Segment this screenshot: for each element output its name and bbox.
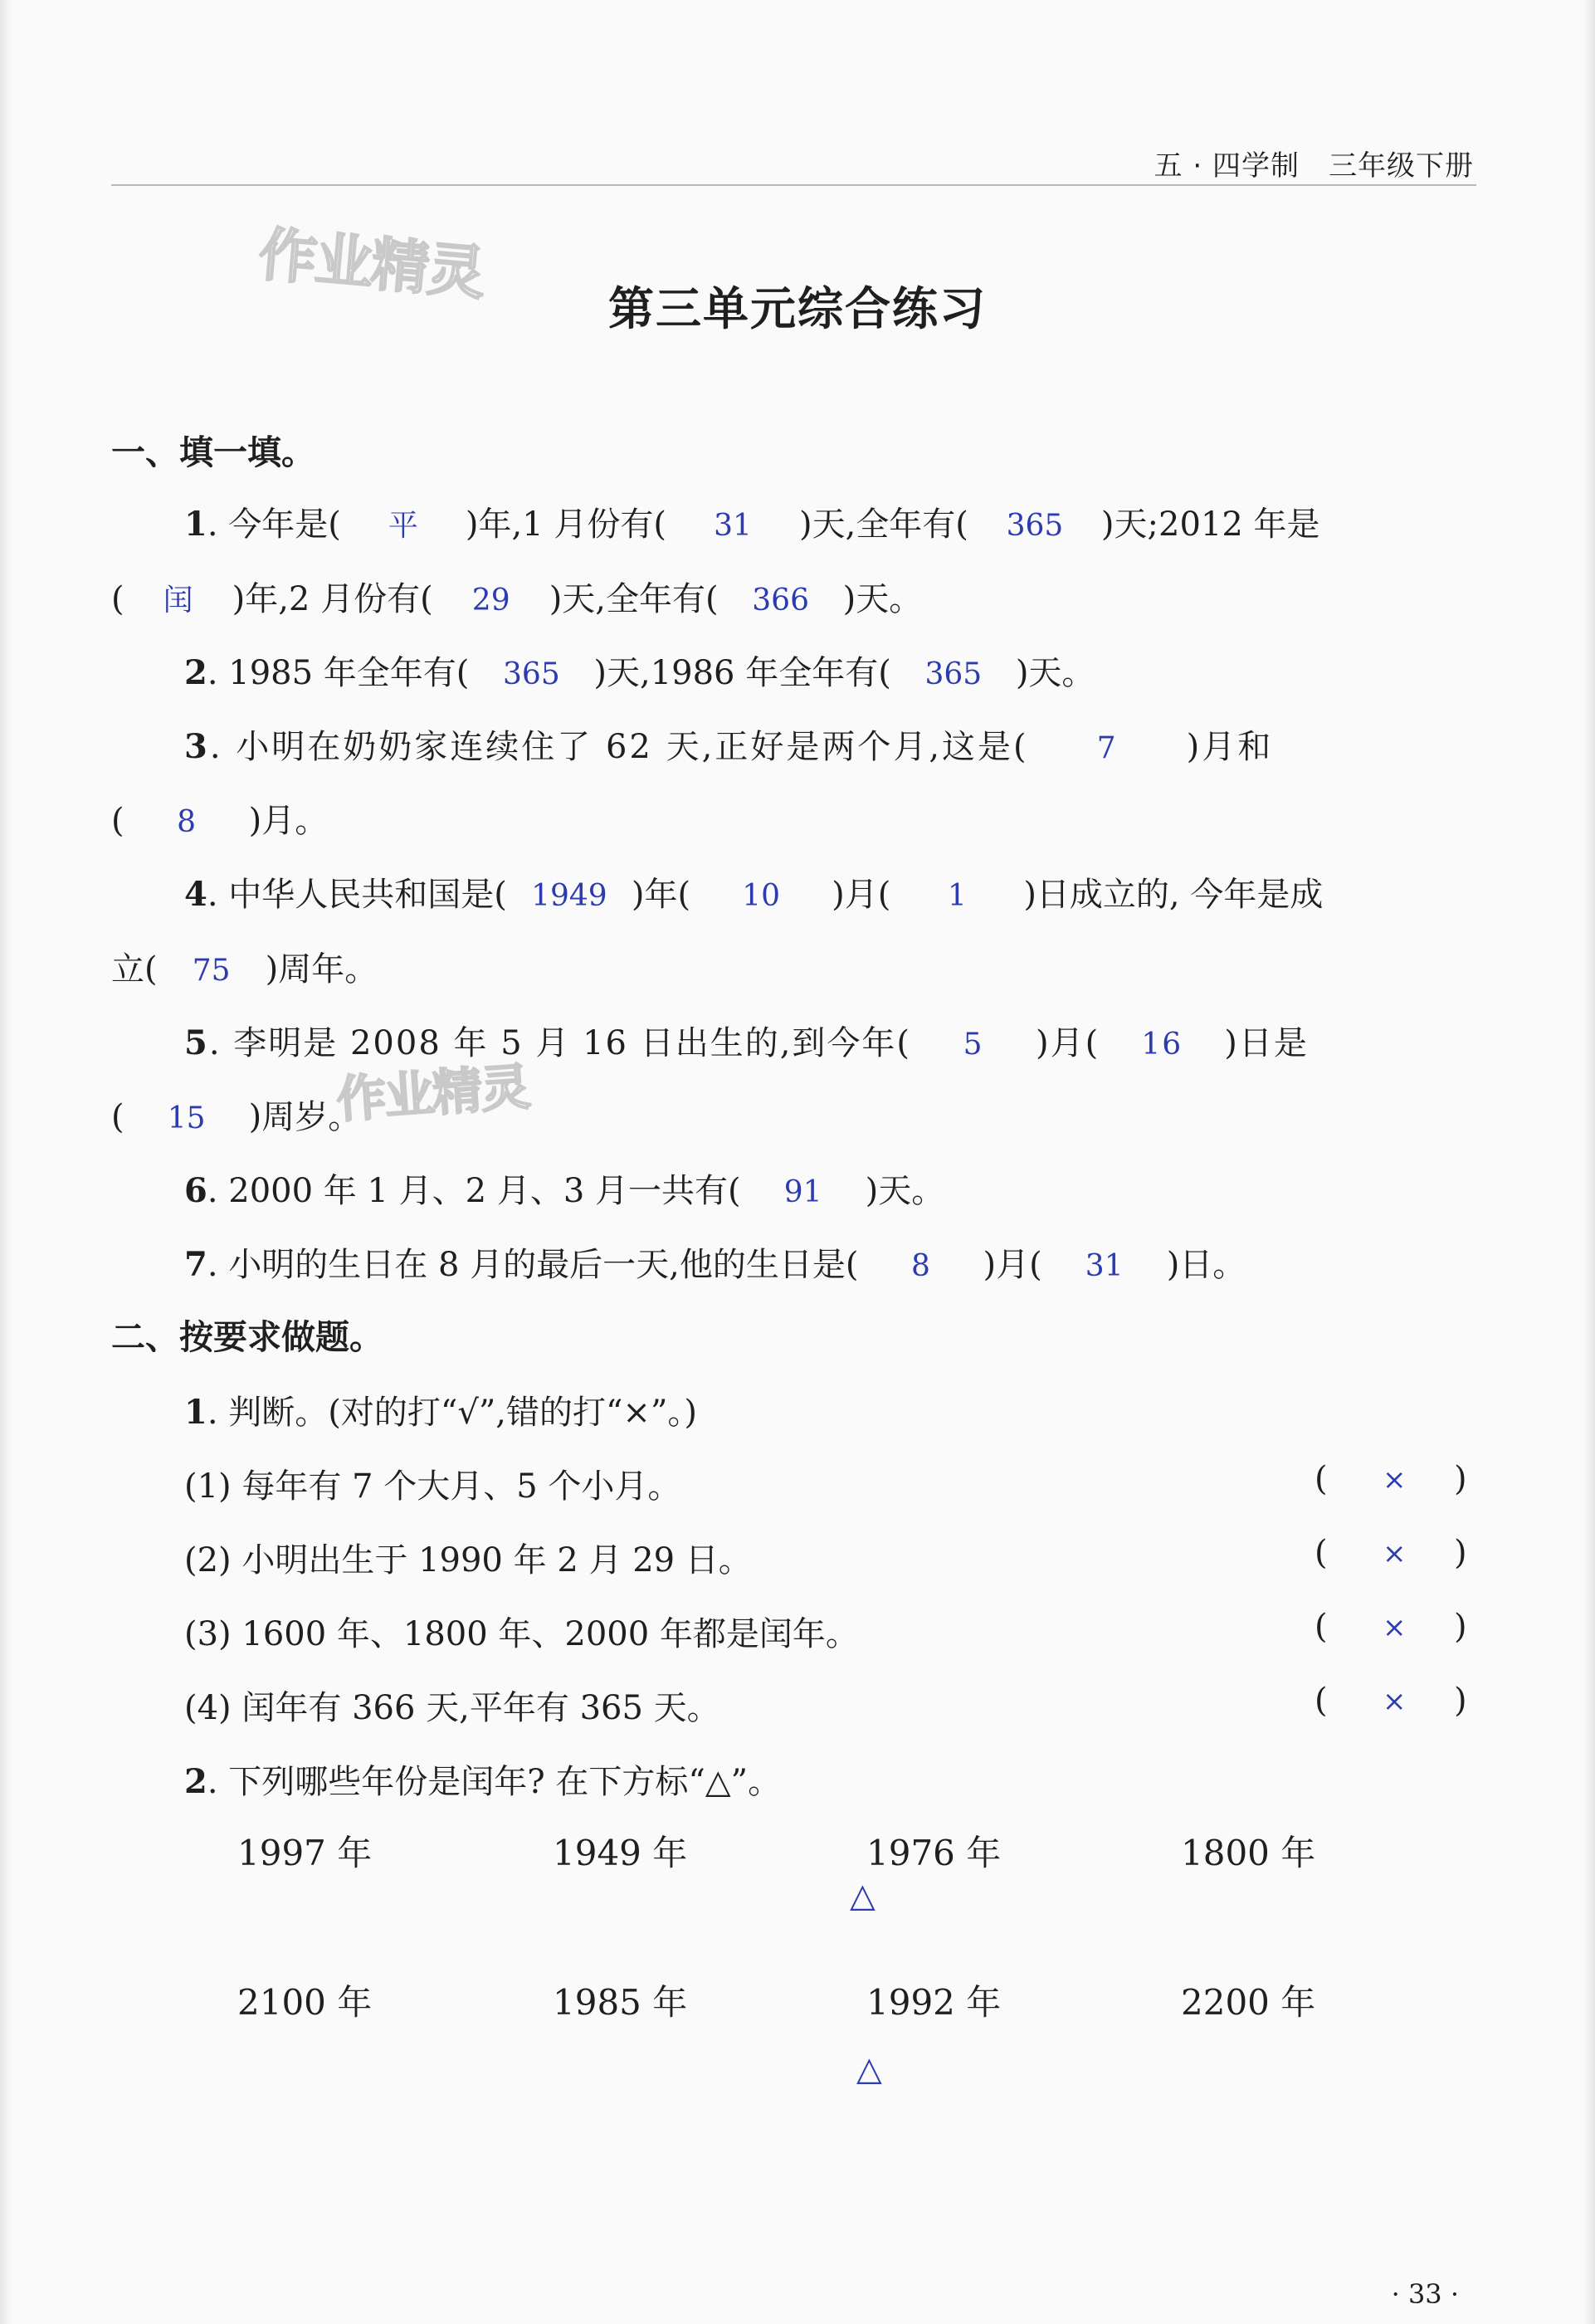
question-text: ( [111, 580, 124, 618]
answer-value: 91 [783, 1175, 822, 1209]
answer-value: 7 [1096, 731, 1119, 765]
judgement-answer: × [1383, 1537, 1407, 1570]
running-header: 五 · 四学制 三年级下册 [1154, 149, 1474, 183]
year-option: 1800 年 [1181, 1833, 1316, 1873]
question-text: )周年。 [265, 950, 378, 989]
question-text: )月( [983, 1246, 1042, 1284]
question-text: . 今年是( [207, 505, 341, 544]
question-text: )月( [1036, 1024, 1100, 1062]
question-text: . 李明是 2008 年 5 月 16 日出生的,到今年( [208, 1024, 912, 1062]
answer-value: 365 [924, 657, 983, 691]
header-divider [111, 184, 1476, 186]
judgement-paren-open: ( [1315, 1608, 1328, 1646]
question-text: )年,2 月份有( [232, 580, 433, 618]
question-text: . 判断。(对的打“√”,错的打“×”。) [207, 1394, 697, 1432]
question-5-line-1 [184, 1017, 1309, 1064]
page-edge-right [1583, 0, 1595, 2324]
judgement-answer: × [1383, 1685, 1407, 1718]
answer-value: 15 [167, 1101, 206, 1135]
question-text: )年( [631, 876, 691, 914]
question-text: ( [111, 802, 124, 840]
question-text: )天,全年有( [549, 580, 719, 618]
judgement-paren-close: ) [1454, 1534, 1467, 1572]
question-text: ( [111, 1098, 124, 1136]
year-option: 1976 年 [866, 1833, 1002, 1873]
question-text: . 小明的生日在 8 月的最后一天,他的生日是( [207, 1246, 859, 1284]
answer-value: 8 [177, 805, 197, 839]
judgement-paren-open: ( [1315, 1460, 1328, 1498]
question-number: 5 [184, 1023, 209, 1062]
question-text: )月。 [248, 802, 329, 840]
question-text: . 1985 年全年有( [207, 654, 470, 692]
answer-value: 8 [911, 1249, 930, 1283]
leap-year-mark: △ [856, 2050, 882, 2088]
question-1-line-2 [111, 573, 922, 620]
page-number: · 33 · [1391, 2278, 1459, 2310]
question-4-line-1 [184, 868, 1323, 915]
question-text: )天。 [842, 580, 923, 618]
question-text: . 2000 年 1 月、2 月、3 月一共有( [207, 1172, 741, 1210]
answer-value: 365 [503, 657, 560, 691]
year-option: 2100 年 [237, 1982, 373, 2023]
question-number: 7 [184, 1245, 207, 1284]
answer-value: 365 [1006, 509, 1064, 543]
judgement-paren-close: ) [1454, 1608, 1467, 1646]
question-number: 1 [184, 505, 207, 544]
answer-value: 10 [742, 879, 781, 913]
answer-value: 1 [947, 879, 967, 913]
judgement-item-text: (3) 1600 年、1800 年、2000 年都是闰年。 [184, 1615, 859, 1653]
question-text: )天,全年有( [798, 505, 968, 544]
question-text: )月( [832, 876, 891, 914]
judgement-answer: × [1383, 1611, 1407, 1644]
question-6 [184, 1164, 944, 1212]
page-edge-left [0, 0, 12, 2324]
answer-value: 5 [963, 1028, 984, 1062]
question-number: 2 [184, 1762, 207, 1801]
question-text: . 小明在奶奶家连续住了 62 天,正好是两个月,这是( [209, 728, 1029, 766]
question-text: )天,1986 年全年有( [593, 654, 891, 692]
answer-value: 闰 [163, 583, 193, 618]
question-number: 4 [184, 875, 207, 914]
question-5-line-2 [111, 1091, 361, 1138]
question-1-line-1 [184, 498, 1320, 545]
question-text: 立( [111, 950, 158, 989]
question-text: )日是 [1224, 1024, 1309, 1062]
question-number: 6 [184, 1171, 207, 1210]
question-text: )周岁。 [248, 1098, 362, 1136]
judgement-item-text: (2) 小明出生于 1990 年 2 月 29 日。 [184, 1541, 752, 1579]
question-3-line-1 [184, 720, 1273, 768]
question-text: )日。 [1166, 1246, 1246, 1284]
answer-value: 31 [714, 509, 752, 543]
question-text: )天。 [1015, 654, 1095, 692]
judgement-prompt [184, 1386, 697, 1433]
judgement-item-text: (4) 闰年有 366 天,平年有 365 天。 [184, 1689, 720, 1727]
question-4-line-2 [111, 943, 378, 990]
question-text: )月和 [1186, 728, 1274, 766]
answer-value: 平 [388, 509, 418, 543]
year-option: 1992 年 [866, 1982, 1002, 2023]
leap-year-mark: △ [850, 1877, 876, 1915]
answer-value: 29 [471, 583, 510, 618]
answer-value: 75 [192, 954, 231, 988]
watermark-middle: 作业精灵 [334, 1057, 531, 1130]
question-text: . 下列哪些年份是闰年? 在下方标“△”。 [207, 1763, 782, 1801]
question-text: )天;2012 年是 [1100, 505, 1320, 544]
page-title: 第三单元综合练习 [607, 281, 987, 335]
question-text: )年,1 月份有( [465, 505, 666, 544]
judgement-answer: × [1383, 1463, 1407, 1496]
judgement-paren-close: ) [1454, 1682, 1467, 1720]
answer-value: 366 [752, 583, 809, 618]
year-option: 2200 年 [1181, 1982, 1316, 2023]
question-number: 1 [184, 1393, 207, 1432]
judgement-paren-open: ( [1315, 1534, 1328, 1572]
question-text: )天。 [865, 1172, 945, 1210]
judgement-item-text: (1) 每年有 7 个大月、5 个小月。 [184, 1467, 681, 1506]
judgement-paren-open: ( [1315, 1682, 1328, 1720]
question-text: . 中华人民共和国是( [207, 876, 507, 914]
answer-value: 1949 [531, 879, 607, 913]
section-2-heading: 二、按要求做题。 [111, 1317, 383, 1357]
year-option: 1985 年 [553, 1982, 688, 2023]
answer-value: 16 [1141, 1028, 1183, 1062]
question-7 [184, 1238, 1246, 1286]
year-option: 1997 年 [237, 1833, 373, 1873]
question-text: )日成立的, 今年是成 [1023, 876, 1324, 914]
answer-value: 31 [1085, 1249, 1124, 1283]
leap-year-prompt [184, 1755, 781, 1803]
section-1-heading: 一、填一填。 [111, 432, 315, 472]
judgement-paren-close: ) [1454, 1460, 1467, 1498]
question-3-line-2 [111, 794, 328, 842]
question-number: 3 [184, 727, 210, 766]
question-number: 2 [184, 653, 207, 692]
year-option: 1949 年 [553, 1833, 688, 1873]
watermark-top: 作业精灵 [256, 220, 487, 308]
question-2 [184, 647, 1095, 694]
